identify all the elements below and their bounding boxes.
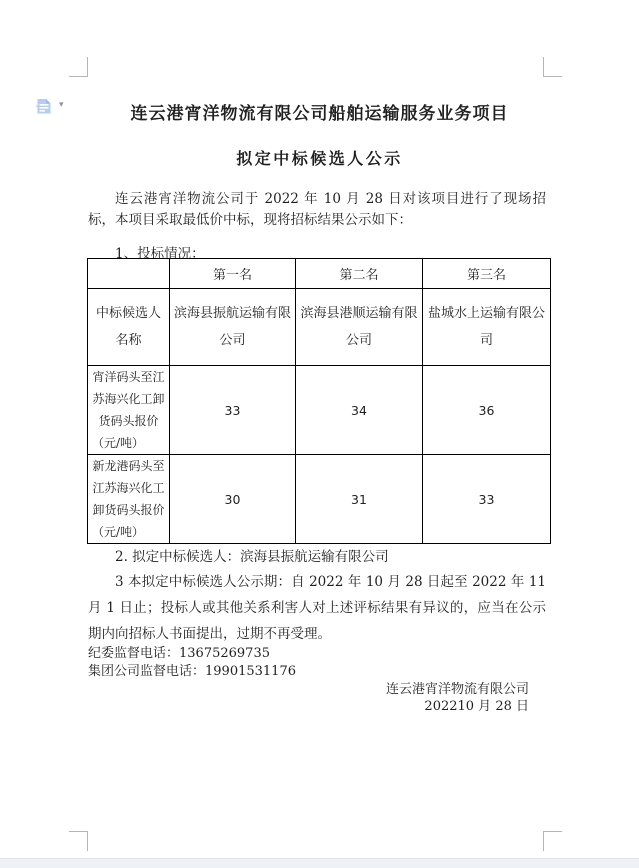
table-row-candidate-names [88,289,551,366]
price-xinlonggang-1: 30 [170,455,296,544]
price-xiaoyang-1: 33 [170,366,296,455]
bid-results-table [87,258,551,544]
price-xinlonggang-3: 33 [423,455,551,544]
intro-paragraph: 连云港宵洋物流公司于 2022 年 10 月 28 日对该项目进行了现场招标，本项目采取最低价中标，现将招标结果公示如下： [88,191,546,228]
signoff-company: 连云港宵洋物流有限公司 [385,682,529,697]
header-cell-rank3: 第三名 [423,259,551,289]
signoff-date: 202210 月 28 日 [424,699,529,714]
price-xiaoyang-2: 34 [296,366,423,455]
header-cell-rank1: 第一名 [170,259,296,289]
margin-crop-mark-bottom-left [69,831,88,851]
section2-text: 2. 拟定中标候选人：滨海县振航运输有限公司 [115,549,389,565]
group-phone-line: 集团公司监督电话：19901531176 [88,664,296,679]
header-cell-empty [88,259,170,289]
row-label-candidate-name: 中标候选人名称 [88,289,170,366]
candidate-3: 盐城水上运输有限公司 [423,289,551,366]
margin-crop-mark-top-left [69,57,88,77]
signoff-block [386,681,529,715]
table-row-price-xiaoyang [88,366,551,455]
candidate-2: 滨海县港顺运输有限公司 [296,289,423,366]
price-xiaoyang-3: 36 [423,366,551,455]
table-row-price-xinlonggang [88,455,551,544]
dropdown-arrow-icon[interactable]: ▾ [59,100,64,110]
supervision-contacts [88,645,296,681]
document-subtitle: 拟定中标候选人公示 [236,149,403,168]
margin-crop-mark-top-right [543,57,562,77]
margin-crop-mark-bottom-right [543,831,562,851]
candidate-1: 滨海县振航运输有限公司 [170,289,296,366]
section3-text: 3 本拟定中标候选人公示期：自 2022 年 10 月 28 日起至 2022 年 11 月 1 日止；投标人或其他关系利害人对上述评标结果有异议的，应当在公示期内向招标人书面提出，过期不再受理。 [88,574,546,642]
section1-heading: 1、投标情况： [115,246,205,262]
discipline-phone-line: 纪委监督电话：13675269735 [88,646,270,661]
table-header-row [88,259,551,289]
price-xinlonggang-2: 31 [296,455,423,544]
row-label-price-xinlonggang: 新龙港码头至江苏海兴化工卸货码头报价（元/吨） [88,455,170,544]
row-label-price-xiaoyang: 宵洋码头至江苏海兴化工卸货码头报价（元/吨） [88,366,170,455]
page-bottom-edge [0,858,639,868]
document-title: 连云港宵洋物流有限公司船舶运输服务业务项目 [130,104,509,124]
header-cell-rank2: 第二名 [296,259,423,289]
